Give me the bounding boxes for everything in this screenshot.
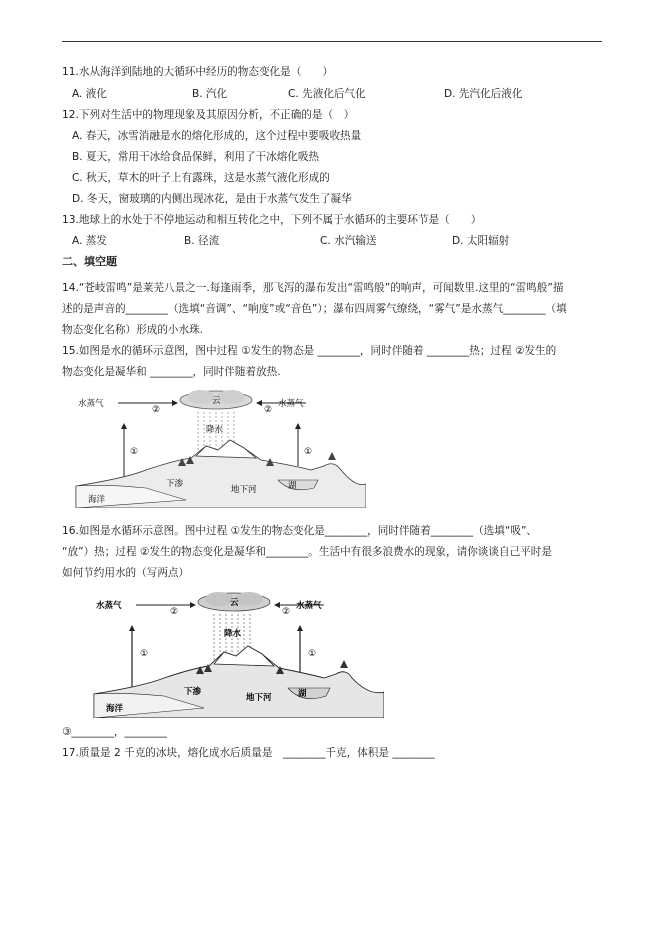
circle2-label-left-2: ② [170, 607, 179, 617]
q11-stem: 11.水从海洋到陆地的大循环中经历的物态变化是（ ） [62, 66, 334, 78]
vapor-right-label: 水蒸气 [278, 399, 304, 409]
circle2-label-right-2: ② [282, 607, 291, 617]
q13-option-b: B. 径流 [184, 235, 220, 247]
q16-line-2: “放”）热；过程 ②发生的物态变化是凝华和________。生活中有很多浪费水的现象，请你谈谈自己平时是 [62, 546, 552, 558]
infiltrate-label: 下渗 [166, 479, 184, 489]
circle2-label-left: ② [152, 405, 161, 415]
section-title: 二、填空题 [62, 255, 117, 268]
infiltrate-label-2: 下渗 [184, 687, 202, 697]
q15-line-2: 物态变化是凝华和 ________，同时伴随着放热. [62, 366, 281, 378]
circle1-label-right: ① [304, 447, 313, 457]
circle2-label-right: ② [264, 405, 273, 415]
ocean-label: 海洋 [88, 495, 106, 505]
q11-option-a: A. 液化 [72, 88, 107, 100]
q13-stem: 13.地球上的水处于不停地运动和相互转化之中，下列不属于水循环的主要环节是（ ） [62, 214, 482, 226]
q14-line-2: 述的是声音的________（选填“音调”、“响度”或“音色”）；瀑布四周雾气缭绕，“雾气”是水蒸气________（填 [62, 303, 567, 315]
q14-line-1: 14.“苍岐雷鸣”是莱芜八景之一.每逢雨季，那飞泻的瀑布发出“雷鸣般”的响声，可闻数里.这里的“雷鸣般”描 [62, 282, 564, 294]
circle1-label-left-2: ① [140, 649, 149, 659]
q16-line-1: 16.如图是水循环示意图。图中过程 ①发生的物态变化是________，同时伴随着________（选填“吸”、 [62, 525, 538, 537]
lake-label-2: 湖 [298, 689, 307, 699]
q16-line-3: 如何节约用水的（写两点） [62, 567, 190, 579]
cloud-label: 云 [212, 396, 221, 406]
q11-option-d: D. 先汽化后液化 [444, 88, 523, 100]
vapor-left-label: 水蒸气 [78, 399, 104, 409]
water-cycle-figure-1 [66, 388, 366, 508]
rain-label-2: 降水 [224, 629, 242, 639]
mountain-snow [196, 440, 256, 458]
vapor-left-label-2: 水蒸气 [96, 601, 122, 611]
cloud-label-2: 云 [230, 598, 239, 608]
q13-option-d: D. 太阳辐射 [452, 235, 510, 247]
header-rule [62, 41, 602, 42]
q12-option-a: A. 春天，冰雪消融是水的熔化形成的，这个过程中要吸收热量 [72, 130, 362, 142]
rain-label: 降水 [206, 425, 224, 435]
ocean-label-2: 海洋 [106, 704, 124, 714]
q12-option-d: D. 冬天，窗玻璃的内侧出现冰花，是由于水蒸气发生了凝华 [72, 193, 352, 205]
circle1-label-right-2: ① [308, 649, 317, 659]
q12-option-b: B. 夏天，常用干冰给食品保鲜，利用了干冰熔化吸热 [72, 151, 320, 163]
q11-option-b: B. 汽化 [192, 88, 228, 100]
q13-option-c: C. 水汽输送 [320, 235, 377, 247]
lake-label: 湖 [288, 481, 297, 491]
vapor-right-label-2: 水蒸气 [296, 601, 322, 611]
q12-stem: 12.下列对生活中的物理现象及其原因分析，不正确的是（ ） [62, 109, 355, 121]
q11-option-c: C. 先液化后气化 [288, 88, 366, 100]
q12-option-c: C. 秋天，草木的叶子上有露珠，这是水蒸气液化形成的 [72, 172, 330, 184]
q13-option-a: A. 蒸发 [72, 235, 107, 247]
q16-answer-line: ③________，________ [62, 726, 167, 738]
underground-label: 地下河 [231, 485, 257, 495]
q14-line-3: 物态变化名称）形成的小水珠. [62, 324, 204, 336]
q17-line-1: 17.质量是 2 千克的冰块，熔化成水后质量是 ________千克，体积是 ________ [62, 747, 435, 759]
water-cycle-figure-2 [84, 590, 384, 718]
circle1-label-left: ① [130, 447, 139, 457]
q15-line-1: 15.如图是水的循环示意图，图中过程 ①发生的物态是 ________，同时伴随着 ________热；过程 ②发生的 [62, 345, 557, 357]
underground-label-2: 地下河 [246, 693, 272, 703]
